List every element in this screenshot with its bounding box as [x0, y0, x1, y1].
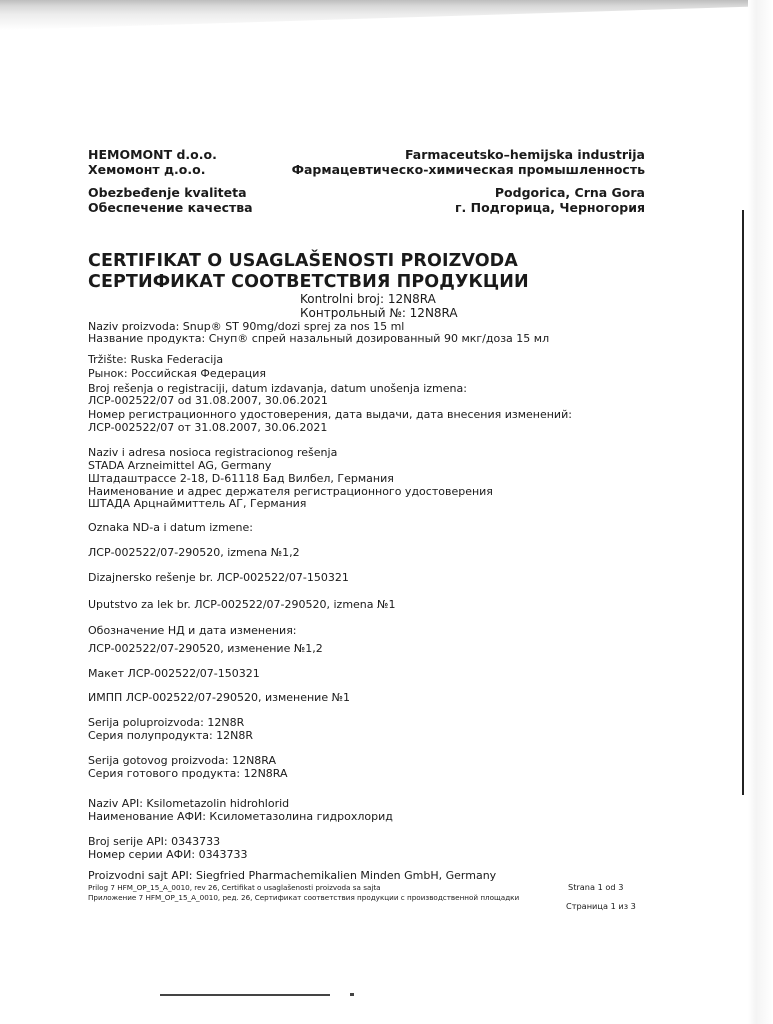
registration-value-latin: ЛСР-002522/07 od 31.08.2007, 30.06.2021: [88, 394, 328, 407]
semi-product-batch-latin: Serija poluproizvoda: 12N8R: [88, 716, 245, 729]
finished-batch-latin: Serija gotovog proizvoda: 12N8RA: [88, 754, 277, 767]
semi-product-batch-cyrillic: Серия полупродукта: 12N8R: [88, 729, 254, 742]
product-name-latin: Naziv proizvoda: Snup® ST 90mg/dozi sprej za nos 15 ml: [88, 320, 405, 333]
certificate-title-latin: CERTIFIKAT O USAGLAŠENOSTI PROIZVODA: [88, 251, 518, 271]
registration-label-latin: Broj rešenja o registraciji, datum izdavanja, datum unošenja izmena:: [88, 382, 467, 395]
footer-annex-latin: Prilog 7 HFM_OP_15_A_0010, rev 26, Certifikat o usaglašenosti proizvoda sa sajta: [88, 883, 381, 892]
scan-edge-line: [742, 210, 744, 795]
footer-annex-cyrillic: Приложение 7 HFM_OP_15_A_0010, ред. 26, Сертификат соответствия продукции с производственной площадки: [88, 893, 520, 902]
nd-label-latin: Oznaka ND-a i datum izmene:: [88, 521, 253, 534]
scan-shadow-top: [0, 0, 773, 30]
holder-address: Штадаштрассе 2-18, D-61118 Бад Вилбел, Германия: [88, 472, 394, 485]
company-name-cyrillic: Хемомонт д.о.о.: [88, 162, 206, 177]
leaflet-number: Uputstvo za lek br. ЛСР-002522/07-290520, izmena №1: [88, 598, 396, 611]
holder-name-latin: STADA Arzneimittel AG, Germany: [88, 459, 272, 472]
page-number-cyrillic: Страница 1 из 3: [566, 901, 636, 911]
api-name-latin: Naziv API: Ksilometazolin hidrohlorid: [88, 797, 290, 810]
product-name-cyrillic: Название продукта: Снуп® спрей назальный дозированный 90 мкг/доза 15 мл: [88, 332, 550, 345]
nd-value-latin: ЛСР-002522/07-290520, izmena №1,2: [88, 546, 300, 559]
api-name-cyrillic: Наименование АФИ: Ксилометазолина гидрохлорид: [88, 810, 393, 823]
nd-label-cyrillic: Обозначение НД и дата изменения:: [88, 624, 297, 637]
control-number-cyrillic: Контрольный №: 12N8RA: [300, 306, 458, 320]
industry-cyrillic: Фармацевтическо-химическая промышленность: [291, 162, 645, 177]
scan-bottom-mark: [160, 994, 330, 996]
holder-label-latin: Naziv i adresa nosioca registracionog rešenja: [88, 446, 338, 459]
registration-label-cyrillic: Номер регистрационного удостоверения, дата выдачи, дата внесения изменений:: [88, 408, 572, 421]
industry-latin: Farmaceutsko–hemijska industrija: [404, 147, 645, 162]
city-cyrillic: г. Подгорица, Черногория: [454, 200, 645, 215]
finished-batch-cyrillic: Серия готового продукта: 12N8RA: [88, 767, 288, 780]
scan-shadow-right: [748, 0, 773, 1024]
api-batch-cyrillic: Номер серии АФИ: 0343733: [88, 848, 248, 861]
registration-value-cyrillic: ЛСР-002522/07 от 31.08.2007, 30.06.2021: [88, 421, 328, 434]
api-batch-latin: Broj serije API: 0343733: [88, 835, 221, 848]
certificate-title-cyrillic: СЕРТИФИКАТ СООТВЕТСТВИЯ ПРОДУКЦИИ: [88, 272, 529, 292]
holder-label-cyrillic: Наименование и адрес держателя регистрационного удостоверения: [88, 485, 493, 498]
page-number-latin: Strana 1 od 3: [568, 882, 624, 892]
market-cyrillic: Рынок: Российская Федерация: [88, 367, 266, 380]
design-solution: Dizajnersko rešenje br. ЛСР-002522/07-150321: [88, 571, 349, 584]
scan-bottom-dot: [350, 993, 354, 996]
holder-name-cyrillic: ШТАДА Арцнаймиттель АГ, Германия: [88, 497, 307, 510]
layout-mockup: Макет ЛСР-002522/07-150321: [88, 667, 260, 680]
market-latin: Tržište: Ruska Federacija: [88, 353, 224, 366]
control-number-latin: Kontrolni broj: 12N8RA: [300, 292, 436, 306]
department-cyrillic: Обеспечение качества: [88, 200, 253, 215]
api-manufacturer: Proizvodni sajt API: Siegfried Pharmachemikalien Minden GmbH, Germany: [88, 869, 497, 882]
company-name-latin: HEMOMONT d.o.o.: [88, 147, 217, 162]
city-latin: Podgorica, Crna Gora: [494, 185, 645, 200]
department-latin: Obezbeđenje kvaliteta: [88, 185, 247, 200]
nd-value-cyrillic: ЛСР-002522/07-290520, изменение №1,2: [88, 642, 323, 655]
impp-number: ИМПП ЛСР-002522/07-290520, изменение №1: [88, 691, 351, 704]
